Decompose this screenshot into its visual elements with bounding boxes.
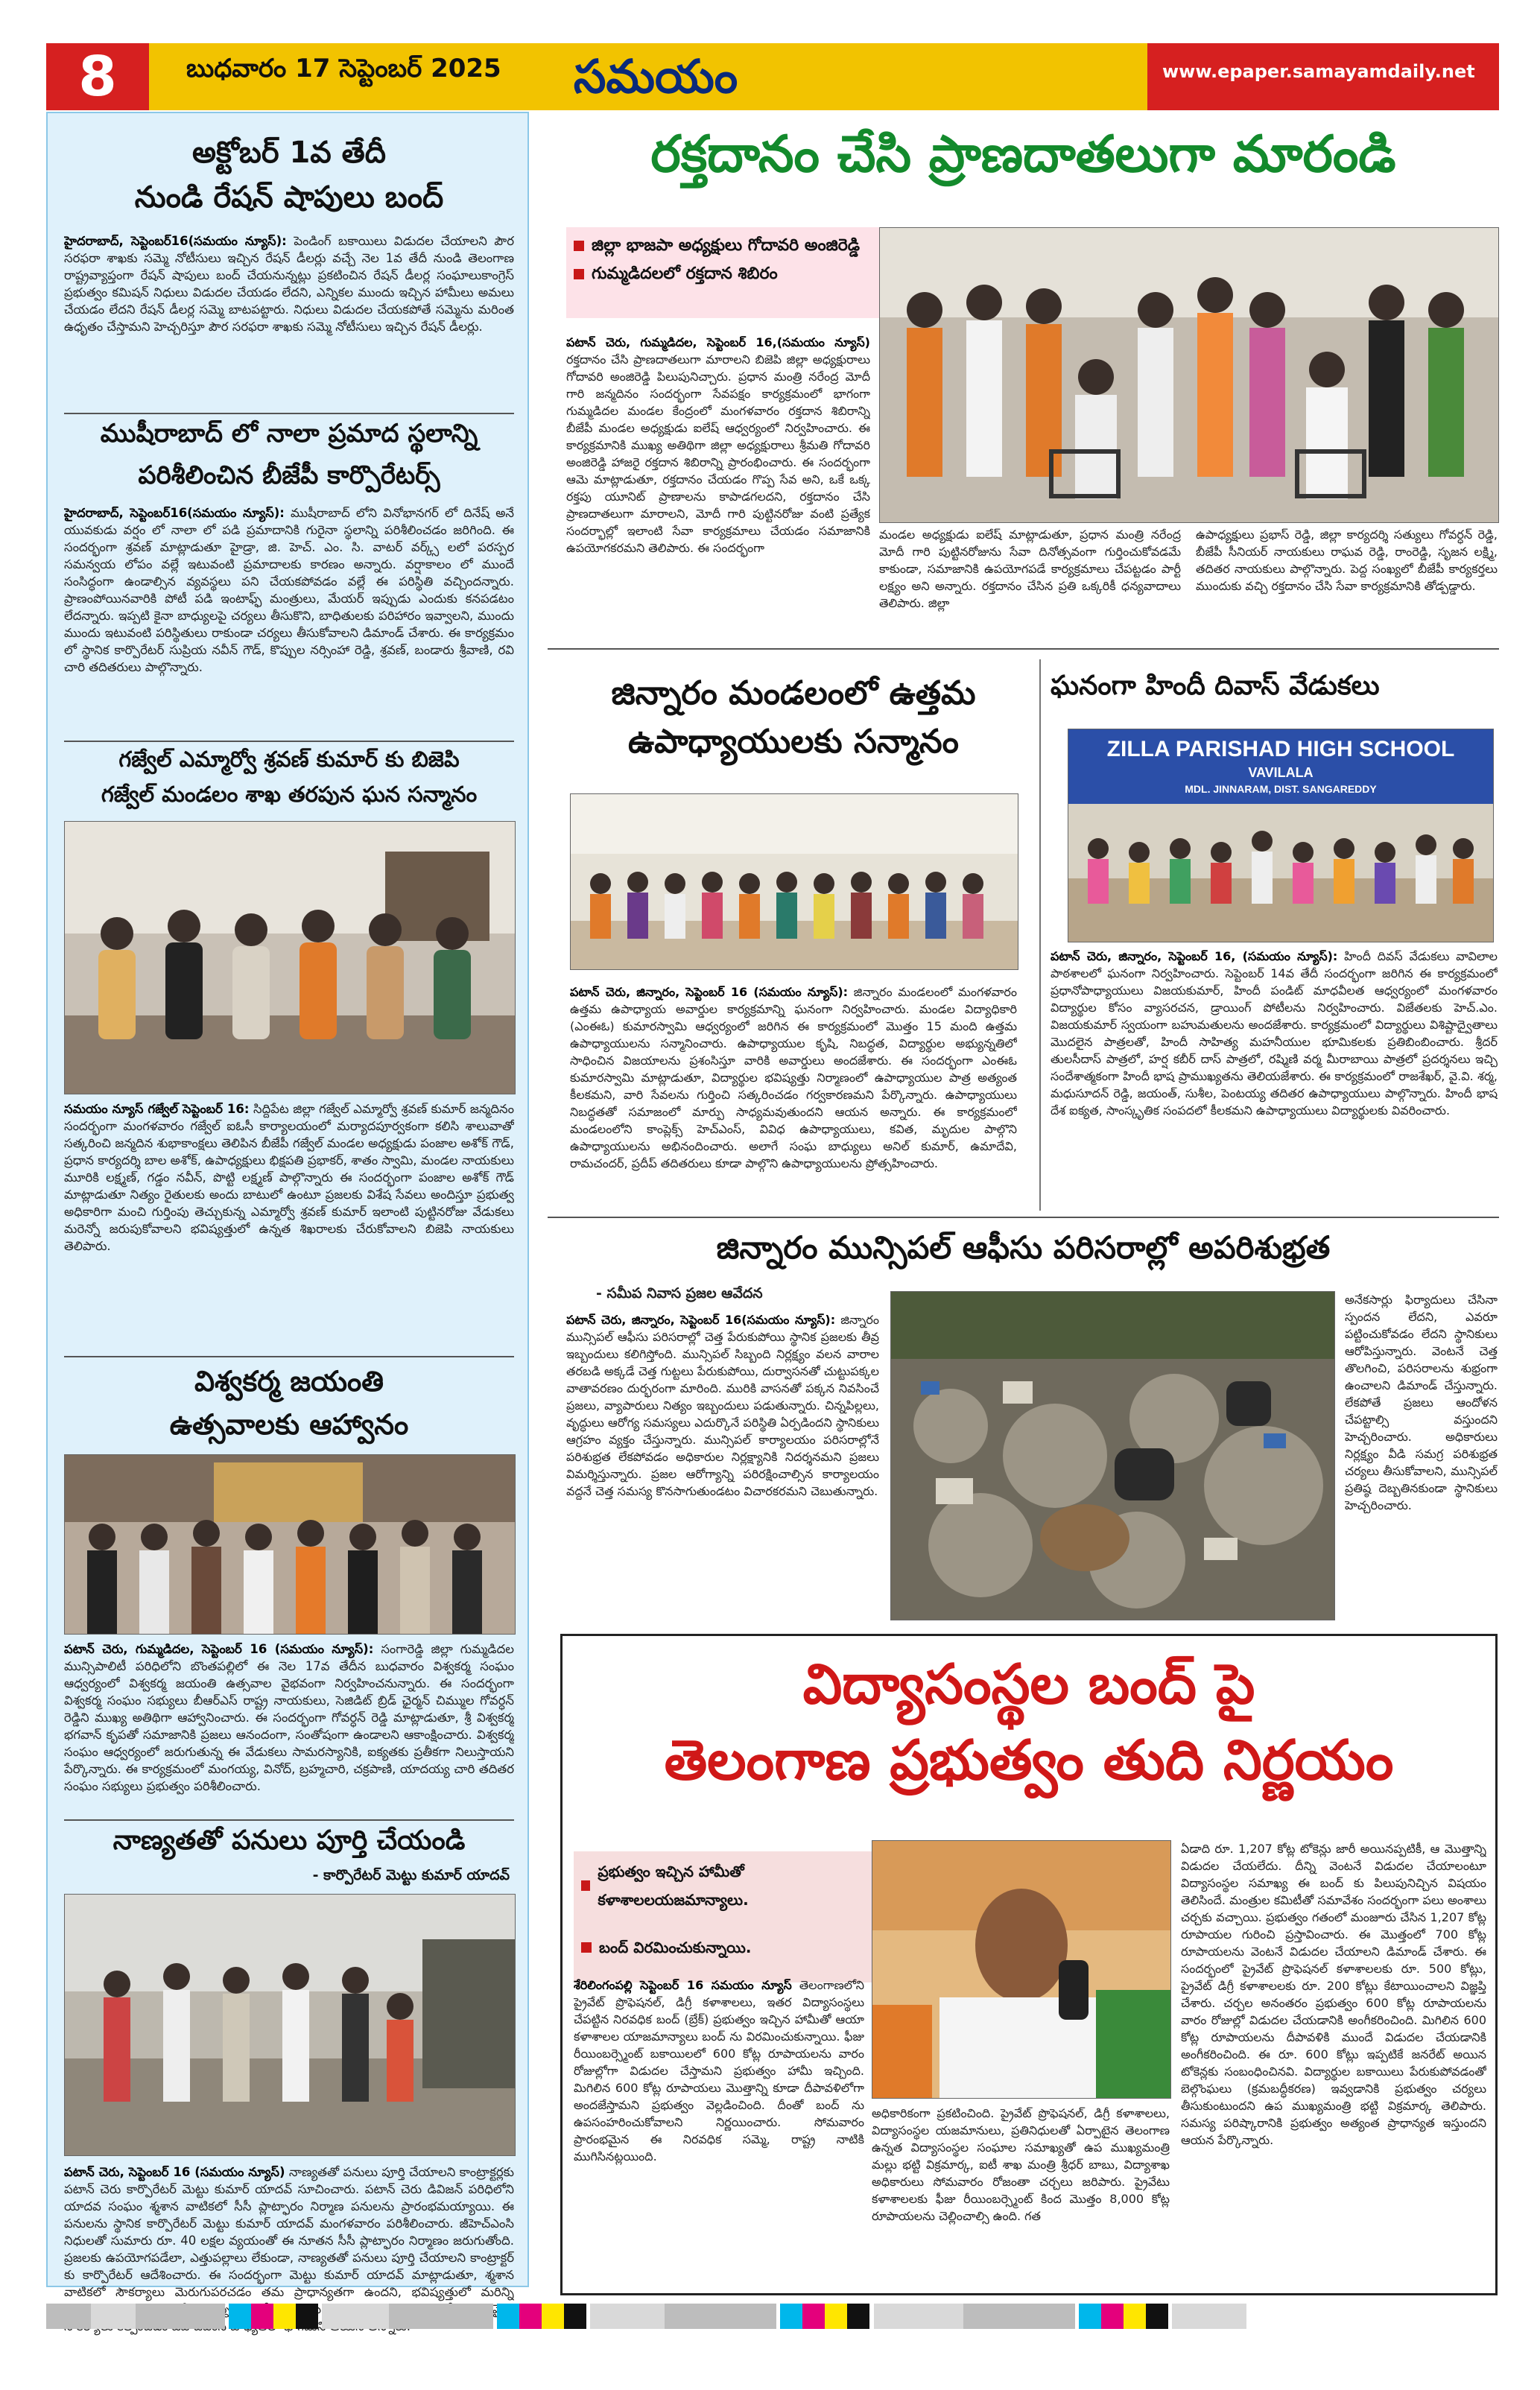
divider: [548, 1217, 1499, 1218]
school-banner-line2: VAVILALA: [1248, 765, 1314, 780]
vishwakarma-dateline: పటాన్ చెరు, గుమ్మడిదల, సెప్టెంబర్ 16 (సమయం న్యూస్):: [64, 1642, 374, 1656]
teachers-headline-2: ఉపాధ్యాయులకు సన్మానం: [628, 723, 959, 761]
edu-headline-2: తెలంగాణ ప్రభుత్వం తుది నిర్ణయం: [664, 1728, 1394, 1792]
teachers-photo: [570, 793, 1018, 970]
edu-headline-1: విద్యాసంస్థల బంద్ పై: [802, 1652, 1255, 1717]
lead-article-col3: ఉపాధ్యక్షులు ప్రభాస్ రెడ్డి, జిల్లా కార్యదర్శి సత్యులు గోవర్ధన్ రెడ్డి, బీజేపీ సీనియర్ నాయకులు రాఘవ రెడ్డి, రాంరెడ్డి, సృజన లక్ష్మి, తదితర నాయకులు పాల్గొన్నారు. పెద్ద సంఖ్యలో బీజేపీ కార్యకర్తలు ముందుకు వచ్చి రక్తదానం చేసి సేవా కార్యక్రమానికి తోడ్పడ్డారు.: [1196, 527, 1498, 593]
edu-dateline: శేరిలింగంపల్లి సెప్టెంబర్ 16 సమయం న్యూస్: [574, 1978, 792, 1992]
edu-body: తెలంగాణలోని ప్రైవేట్ ప్రొఫెషనల్, డిగ్రీ కళాశాలలు, ఇతర విద్యాసంస్థలు చేపట్టిన నిరవధిక బంద్ (బ్రేక్) ప్రభుత్వం ఇచ్చిన హామీతో ఆయా కళాశాలల యాజమాన్యాలు బంద్ ను విరమించుకున్నాయి. ఫీజు రీయింబర్స్మెంట్ బకాయిలలో 600 కోట్ల రూపాయలను వారం రోజుల్లోగా విడుదల చేస్తామని ప్రభుత్వం హామీ ఇచ్చింది. మిగిలిన 600 కోట్ల రూపాయలు మొత్తాన్ని కూడా దీపావళిలోగా అందజేస్తామని ప్రభుత్వం వెల్లడించింది. దీంతో బంద్ ను ఉపసంహరించుకోవాలని నిర్ణయించారు. సోమవారం ప్రారంభమైన ఈ నిరవధిక సమ్మె, రాష్ట్ర నాటికి ముగిసినట్లయింది.: [574, 1978, 864, 2164]
teachers-dateline: పటాన్ చెరు, జిన్నారం, సెప్టెంబర్ 16 (సమయం న్యూస్):: [570, 985, 849, 999]
garbage-article: [566, 1311, 879, 1617]
lead-article: [566, 334, 870, 638]
vishwakarma-photo: [64, 1454, 516, 1635]
divider: [64, 1819, 514, 1821]
gajwel-dateline: సమయం న్యూస్ గజ్వేల్ సెప్టెంబర్ 16:: [64, 1102, 250, 1116]
masthead: సమయం: [573, 49, 738, 104]
lead-bullet: గుమ్మడిదలలో రక్తదాన శిబిరం: [574, 260, 872, 288]
quality-headline: నాణ్యతతో పనులు పూర్తి చేయండి: [113, 1825, 466, 1856]
registration-bar: [46, 2304, 1499, 2329]
divider: [548, 648, 1499, 650]
lead-article-col2: మండల అధ్యక్షుడు ఐలేష్ మాట్లాడుతూ, ప్రధాన మంత్రి నరేంద్ర మోదీ గారి పుట్టినరోజును సేవా దినోత్సవంగా గుర్తించుకోవడమే కాకుండా, సమాజానికి ఉపయోగపడే కార్యక్రమాలు చేపట్టడం పార్టీ లక్ష్యం అని అన్నారు. రక్తదానం చేసిన ప్రతి ఒక్కరికీ ధన్యవాదాలు తెలిపారు. జిల్లా: [879, 527, 1181, 610]
teachers-article: [570, 983, 1017, 1207]
edu-bullet: బంద్ విరమించుకున్నాయి.: [581, 1933, 864, 1962]
ration-article: [64, 232, 514, 411]
garbage-body: జిన్నారం మున్సిపల్ ఆఫీసు పరిసరాల్లో చెత్త పేరుకుపోయి స్థానిక ప్రజలకు తీవ్ర ఇబ్బందులు కలిగిస్తోంది. మున్సిపల్ సిబ్బంది నిర్లక్ష్యం వలన వారాల తరబడి అక్కడే చెత్త గుట్టలు పేరుకుపోయి, దుర్వాసనతో చుట్టుపక్కల వాతావరణం దుర్భరంగా మారింది. మురికి వాసనతో పక్కన నివసించే ప్రజలు, వ్యాపారులు నిత్యం ఇబ్బందులు పడుతున్నారు. చిన్నపిల్లలు, వృద్ధులు ఆరోగ్య సమస్యలు ఎదుర్కొనే పరిస్థితి ఏర్పడిందని స్థానికులు ఆగ్రహం వ్యక్తం చేస్తున్నారు. మున్సిపల్ కార్యాలయం పరిసరాల్లోనే పరిశుభ్రత లేకపోవడం అధికారుల నిర్లక్ష్యానికి నిదర్శనమని ప్రజలు విమర్శిస్తున్నారు. ప్రజల ఆరోగ్యాన్ని పరిరక్షించాల్సిన కార్యాలయం వద్దనే చెత్త సమస్య కొనసాగుతుండటం విచారకరమని చెబుతున్నారు.: [566, 1313, 879, 1498]
ration-body: పెండింగ్ బకాయిలు విడుదల చేయాలని పౌర సరఫరా శాఖకు సమ్మె నోటీసులు ఇచ్చిన రేషన్ డీలర్లు వచ్చే నెల 1వ తేదీ నుండి తెలంగాణ రాష్ట్రవ్యాప్తంగా రేషన్ షాపులు బంద్ చేయనున్నట్లు ప్రకటించిన రేషన్ డీలర్ల సంఘాలుకాంగ్రెస్ ప్రభుత్వం కమిషన్ నిధులు విడుదల చేయడం లేదని, ఎన్నికల ముందు ఇచ్చిన హామీలు అమలు చేయడం లేదని రేషన్ డీలర్ల సమ్మె బాటపట్టారు. నిధులు విడుదల చేయకపోతే సమ్మెను మరింత ఉధృతం చేస్తామని హెచ్చరిస్తూ పౌర సరఫరా శాఖకు సమ్మె నోటీసులు ఇచ్చిన రేషన్ డీలర్లు.: [64, 234, 514, 334]
garbage-photo: [890, 1291, 1335, 1620]
divider: [64, 741, 514, 742]
teachers-body: జిన్నారం మండలంలో మంగళవారం ఉత్తమ ఉపాధ్యాయ అవార్డుల కార్యక్రమాన్ని ఘనంగా నిర్వహించారు. మండల విద్యాధికారి (ఎంఈఓ) కుమారస్వామి ఆధ్వర్యంలో జరిగిన ఈ కార్యక్రమంలో మొత్తం 15 మంది ఉత్తమ ఉపాధ్యాయులను సన్మానించారు. ఉపాధ్యాయుల కృషి, నిబద్ధత, విద్యార్థుల అభ్యున్నతిలో సాధించిన విజయాలను ప్రశంసిస్తూ వారికి అవార్డులు అందజేశారు. ఈ సందర్భంగా ఎంఈఓ కుమారస్వామి మాట్లాడుతూ, విద్యార్థుల భవిష్యత్తు నిర్మాణంలో ఉపాధ్యాయుల పాత్ర అత్యంత కీలకమని, వారి సేవలను గుర్తించి సత్కరించడం గర్వకారణమని పేర్కొన్నారు. ఉపాధ్యాయులు నిబద్ధతతో సమాజంలో మార్పు సాధ్యమవుతుందని ఆయన అన్నారు. ఈ కార్యక్రమంలో మండలంలోని కాంప్లెక్స్ హెచ్ఎంస్, వివిధ ఉపాధ్యాయులు, కవిత, మృదుల పాల్గొని ఉపాధ్యాయులను అభినందించారు. అలాగే సంఘ బాధ్యులు అనిల్ కుమార్, ఉమాదేవి, రామచందర్, ప్రదీప్ తదితరులు కూడా పాల్గొని ఉపాధ్యాయులను ప్రోత్సహించారు.: [570, 985, 1017, 1170]
quality-article: [64, 2164, 514, 2390]
left-column: [46, 112, 529, 2299]
garbage-byline: - సమీప నివాస ప్రజల ఆవేదన: [596, 1285, 763, 1302]
garbage-headline: జిన్నారం మున్సిపల్ ఆఫీసు పరిసరాల్లో అపరిశుభ్రత: [716, 1229, 1331, 1266]
gajwel-body: సిద్దిపేట జిల్లా గజ్వేల్ ఎమ్మార్వో శ్రవణ్ కుమార్ జన్మదినం సందర్భంగా మంగళవారం గజ్వేల్ ఐఓసీ కార్యాలయంలో మర్యాదపూర్వకంగా కలిసి శాలువాతో సత్కరించి జన్మదిన శుభాకాంక్షలు తెలిపిన బీజేపీ గజ్వేల్ మండల అధ్యక్షుడు పంజాల అశోక్ గౌడ్, ప్రధాన కార్యదర్శి బాల అశోక్, ఉపాధ్యక్షులు భిక్షపతి ప్రభాకర్, శాతం స్వామి, మండల నాయకులు మూరికి లక్ష్మణ్, గడ్డం నవీన్, పొట్టి లక్ష్మణ్ పాల్గొన్నారు ఈ సందర్భంగా పంజాల అశోక్ గౌడ్ మాట్లాడుతూ నిత్యం రైతులకు అందు బాటులో ఉంటూ ప్రజలకు విశేష సేవలు అందిస్తూ ప్రభుత్వ అధికారిగా మంచి గుర్తింపు తెచ్చుకున్న ఎమ్మార్వో శ్రవణ్ కుమార్ ఇలాంటి పుట్టినరోజు వేడుకలు మరెన్నో జరుపుకోవాలని భవిష్యత్తులో ఉన్నత శిఖరాలకు చేరుకోవాలని బిజెపి నాయకులు తెలిపారు.: [64, 1102, 514, 1253]
blood-camp-photo: [879, 227, 1499, 523]
quality-dateline: పటాన్ చెరు, సెప్టెంబర్ 16 (సమయం న్యూస్): [64, 2165, 285, 2179]
nala-headline-2: పరిశీలించిన బీజేపీ కార్పొరేటర్స్: [138, 460, 440, 490]
vishwakarma-article: [64, 1641, 514, 1816]
gajwel-article: [64, 1100, 514, 1351]
edu-bullet: ప్రభుత్వం ఇచ్చిన హామీతో కళాశాలలయజమాన్యాలు.: [581, 1857, 864, 1914]
gajwel-headline-1: గజ్వేల్ ఎమ్మార్వో శ్రవణ్ కుమార్ కు బిజెపి: [118, 747, 460, 772]
gajwel-photo: [64, 821, 516, 1094]
divider: [64, 413, 514, 414]
school-banner-line1: ZILLA PARISHAD HIGH SCHOOL: [1106, 737, 1455, 761]
nala-dateline: హైదరాబాద్, సెప్టెంబర్16(సమయం న్యూస్):: [64, 506, 285, 520]
nala-body: ముషీరాబాద్ లోని వినోభానగర్ లో దినేష్ అనే యువకుడు వర్షం లో నాలా లో పడి ప్రమాదానికి గురైనా స్థలాన్ని పరిశీలించడం జరిగింది. ఈ సందర్భంగా శ్రవణ్ మాట్లాడుతూ హైడ్రా, జి. హెచ్. ఎం. సి. వాటర్ వర్క్స్ లలో పరస్పర సమన్వయ లోపం వల్లే ఇటువంటి ప్రమాదాలకు కారణం అన్నారు. వర్షాకాలం లో ముందే సంసిద్ధంగా ఉండాల్సిన వ్యవస్థలు పని చేయకపోవడం వల్లే ఈ పరిస్థితి వచ్చిందన్నారు. ప్రాణంపోయినవారికి పోటీ పడి ఇంటాఫ్ఫ్ మంత్రులు, మేయర్ ఇప్పుడు ఎందుకు కనపడటం లేదన్నారు. ఇప్పటి కైనా బాధ్యులపై చర్యలు తీసుకొని, బాధితులకు పరిహారం ఇవ్వాలని, ముందు ముందు ఇటువంటి పరిస్థితులు రాకుండా చర్యలు తీసుకోవాలని డిమాండ్ చేశారు. ఈ కార్యక్రమం లో స్థానిక కార్పొరేటర్ సుప్రియ నవీన్ గౌడ్, కొప్పుల నర్సింహా రెడ్డి, శ్రవణ్, బండారు శ్రీవాణి, రవి చారి తదితరులు పాల్గొన్నారు.: [64, 506, 514, 674]
edu-article-col2: అధికారికంగా ప్రకటించింది. ప్రైవేట్ ప్రొఫెషనల్, డిగ్రీ కళాశాలలు, విద్యాసంస్థల యజమానులు, ప్రతినిధులతో ఏర్పాటైన తెలంగాణ ఉన్నత విద్యాసంస్థల సంఘాల సమాఖ్యతో ఉప ముఖ్యమంత్రి మల్లు భట్టి విక్రమార్క, ఐటీ శాఖ మంత్రి శ్రీధర్ బాబు, విద్యాశాఖ అధికారులు సోమవారం రోజంతా చర్చలు జరిపారు. ప్రైవేటు కళాశాలలకు ఫీజు రీయింబర్స్మెంట్ కింద మొత్తం 8,000 కోట్ల రూపాయలను చెల్లించాల్సి ఉంది. గత: [872, 2106, 1170, 2223]
divider: [64, 1356, 514, 1357]
ration-headline-1: అక్టోబర్ 1వ తేదీ: [191, 136, 387, 170]
hindi-headline: ఘనంగా హిందీ దివాస్ వేడుకలు: [1051, 671, 1380, 701]
lead-body: రక్తదానం చేసి ప్రాణదాతలుగా మారాలని బిజెపి జిల్లా అధ్యక్షురాలు గోదావరి అంజిరెడ్డి పిలుపునిచ్చారు. ప్రధాన మంత్రి నరేంద్ర మోదీ గారి జన్మదినం సందర్భంగా సేవపక్షం కార్యక్రమంలో భాగంగా గుమ్మడిదల మండల కేంద్రంలో మంగళవారం రక్తదాన శిబిరాన్ని బీజేపీ మండల అధ్యక్షుడు ఐలేష్ ఆధ్వర్యంలో నిర్వహించారు. ఈ కార్యక్రమానికి ముఖ్య అతిథిగా జిల్లా అధ్యక్షురాలు శ్రీమతి గోదావరి అంజిరెడ్డి హాజరై రక్తదాన శిబిరాన్ని ప్రారంభించారు. ఈ సందర్భంగా ఆమె మాట్లాడుతూ, రక్తదానం చేయడం గొప్ప సేవ అని, ఒకే ఒక్క రక్తపు యూనిట్ ప్రాణాలను కాపాడగలదని, రక్తదానం చేసి ప్రాణదాతలుగా మారాలని, మోదీ గారి పుట్టినరోజు వంటి ప్రత్యేక సందర్భాల్లో ఇలాంటి సేవా కార్యక్రమాలు చేయడం సమాజానికి ఉపయోగకరమని తెలిపారు. ఈ సందర్భంగా: [566, 352, 870, 555]
cm-photo: [872, 1840, 1171, 2099]
quality-body: నాణ్యతతో పనులు పూర్తి చేయాలని కాంట్రాక్టర్లకు పటాన్ చెరు కార్పొరేటర్ మెట్టు కుమార్ యాదవ్ సూచించారు. పటాన్ చెరు డివిజన్ పరిధిలోని యాదవ సంఘం శ్మశాన వాటికలో సీసీ ప్లాట్ఫారం నిర్మాణ పనులను ప్రారంభమయ్యాయి. ఈ పనులను స్థానిక కార్పొరేటర్ మెట్టు కుమార్ యాదవ్ మంగళవారం పరిశీలించారు. జీహెచ్ఎంసి నిధులతో సుమారు రూ. 40 లక్షల వ్యయంతో ఈ నూతన సీసీ ప్లాట్ఫారం నిర్మాణం జరుగుతోంది. ప్రజలకు ఉపయోగపడేలా, ఎత్తుపల్లాలు లేకుండా, నాణ్యతతో పనులు పూర్తి చేయాలని కాంట్రాక్టర్ కు కార్పొరేటర్ ఆదేశించారు. ఈ సందర్భంగా మెట్టు కుమార్ యాదవ్ మాట్లాడుతూ, శ్మశాన వాటికలో సౌకర్యాలు మెరుగుపరచడం తమ ప్రాధాన్యతగా ఉందని, భవిష్యత్తులో మరిన్ని: [64, 2165, 514, 2299]
nala-headline-1: ముషీరాబాద్ లో నాలా ప్రమాద స్థలాన్ని: [100, 419, 478, 448]
hindi-divas-photo: [1068, 729, 1494, 942]
construction-photo: [64, 1894, 516, 2156]
school-banner-line3: MDL. JINNARAM, DIST. SANGAREDDY: [1185, 783, 1377, 795]
garbage-dateline: పటాన్ చెరు, జిన్నారం, సెప్టెంబర్ 16(సమయం న్యూస్):: [566, 1313, 836, 1327]
vishwakarma-body: సంగారెడ్డి జిల్లా గుమ్మడిదల మున్సిపాలిటీ పరిధిలోని బొంతపల్లిలో ఈ నెల 17వ తేదీన బుధవారం విశ్వకర్మ సంఘం ఆధ్వర్యంలో విశ్వకర్మ జయంతి ఉత్సవాల వైభవంగా నిర్వహించనున్నారు. ఈ సందర్భంగా విశ్వకర్మ సంఘం సభ్యులు బీఆర్ఎస్ రాష్ట్ర నాయకులు, సెజిడిట్ బ్రిడ్ ఛైర్మన్ చిమ్ముల గోవర్ధన్ రెడ్డిని ముఖ్య అతిథిగా ఆహ్వానించారు. ఈ సందర్భంగా గోవర్ధన్ రెడ్డి మాట్లాడుతూ, శ్రీ విశ్వకర్మ భగవాన్ కృపతో సమాజానికి ప్రజలు ఆనందంగా, సంతోషంగా ఉండాలని ఆకాంక్షించారు. విశ్వకర్మ సంఘం ఆధ్వర్యంలో జరుగుతున్న ఈ వేడుకలు సామరస్యానికి, ఐక్యతకు ప్రతీకగా నిలుస్తాయని పేర్కొన్నారు. ఈ కార్యక్రమంలో మంగయ్య, వినోద్, బ్రహ్మచారి, చక్రపాణి, యాదయ్య చారి తదితర సంఘం సభ్యులు ప్రభుత్వం పరిశీలించారు.: [64, 1642, 514, 1793]
lead-bullet: జిల్లా భాజపా అధ్యక్షులు గోదావరి అంజిరెడ్డి: [574, 232, 872, 260]
vishwakarma-headline-2: ఉత్సవాలకు ఆహ్వానం: [169, 1408, 409, 1441]
nala-article: [64, 504, 514, 737]
teachers-headline-1: జిన్నారం మండలంలో ఉత్తమ: [611, 674, 976, 712]
page-number: 8: [46, 43, 149, 110]
column-rule: [1039, 659, 1041, 1211]
hindi-dateline: పటాన్ చెరు, జిన్నారం, సెప్టెంబర్ 16, (సమయం న్యూస్):: [1051, 949, 1338, 963]
edu-article: [574, 1977, 864, 2273]
quality-byline: - కార్పొరేటర్ మెట్టు కుమార్ యాదవ్: [312, 1867, 510, 1883]
ration-dateline: హైదరాబాద్, సెప్టెంబర్16(సమయం న్యూస్):: [64, 234, 287, 248]
hindi-article: [1051, 948, 1498, 1207]
lead-dateline: పటాన్ చెరు, గుమ్మడిదల, సెప్టెంబర్ 16,(సమయం న్యూస్): [566, 335, 870, 349]
vishwakarma-headline-1: విశ్వకర్మ జయంతి: [194, 1365, 384, 1398]
issue-date: బుధవారం 17 సెప్టెంబర్ 2025: [186, 54, 501, 83]
ration-headline-2: నుండి రేషన్ షాపులు బంద్: [134, 180, 444, 215]
epaper-url[interactable]: www.epaper.samayamdaily.net: [1162, 61, 1475, 82]
hindi-body: హిందీ దివస్ వేడుకలు వావిలాల పాఠశాలలో ఘనంగా నిర్వహించారు. సెప్టెంబర్ 14వ తేదీ సందర్భంగా జరిగిన ఈ కార్యక్రమంలో ప్రధానోపాధ్యాయులు విజయకుమార్, హిందీ పండిట్ మాధవీలత ఆధ్వర్యంలో మంగళవారం విద్యార్థుల కోసం వ్యాసరచన, డ్రాయింగ్ పోటీలను నిర్వహించారు. విజేతలకు హెచ్.ఎం. విజయకుమార్ స్వయంగా బహుమతులను అందజేశారు. కార్యక్రమంలో విద్యార్థులు విశిష్టాద్వైతాలు మొదలైన పాత్రలతో, హిందీ సాహిత్య మహనీయుల భూమికలకు ప్రతిబింబించారు. శ్రీదర్ తులసీదాస్ పాత్రలో, హర్ష కబీర్ దాస్ పాత్రలో, రష్మిణి వర్మ మీరాబాయి పాత్రలో ప్రదర్శనలు ఇచ్చి సందేశాత్మకంగా హిందీ భాష ప్రాముఖ్యతను తెలియజేశారు. ఈ కార్యక్రమంలో రాజశేఖర్, వై.వి. శర్మ, మధుసూదన్ రెడ్డి, జయంత్, సుశీల, పెంటయ్య తదితర ఉపాధ్యాయులు పాల్గొన్నారు. హిందీ భాష దేశ ఐక్యత, సాంస్కృతిక సంపదలో కీలకమని ఉపాధ్యాయులు విద్యార్థులకు వివరించారు.: [1051, 949, 1498, 1118]
edu-bullets: [574, 1851, 872, 1982]
lead-headline: రక్తదానం చేసి ప్రాణదాతలుగా మారండి: [650, 125, 1396, 184]
lead-bullets: [566, 227, 879, 318]
edu-article-col3: ఏడాది రూ. 1,207 కోట్ల టోకెన్లు జారీ అయినప్పటికీ, ఆ మొత్తాన్ని విడుదల చేయలేదు. దీన్ని వెంటనే విడుదల చేయాలంటూ విద్యాసంస్థల సమాఖ్య ఈ బంద్ కు పిలుపునిచ్చిన విషయం తెలిసిందే. మంత్రుల కమిటీతో సమావేశం సందర్భంగా పలు అంశాలు చర్చకు వచ్చాయి. ప్రభుత్వం గతంలో మంజూరు చేసిన 1,207 కోట్ల రూపాయల గురించి ప్రస్తావించారు. ఈ మొత్తంలో 700 కోట్ల రూపాయలను వెంటనే విడుదల చేయాలని డిమాండ్ చేశారు. ఈ సందర్భంలో ప్రైవేట్ ప్రొఫెషనల్ కళాశాలలకు రూ. 500 కోట్లు, ప్రైవేట్ డిగ్రీ కళాశాలలకు రూ. 200 కోట్లు కేటాయించాలని విజ్ఞప్తి చేశారు. చర్చల అనంతరం ప్రభుత్వం 600 కోట్ల రూపాయలను వారం రోజుల్లో విడుదల చేయడానికి అంగీకరించింది. మిగిలిన 600 కోట్ల రూపాయలను దీపావళికి ముందే విడుదల చేయడానికి అంగీకరించింది. ఈ రూ. 600 కోట్లు ఇప్పటికే జనరేట్ అయిన టోకెన్లకు సంబంధించినవి. విద్యార్థుల బకాయిలు పేరుకుపోవడంతో బెల్గొంఘలు (క్రమబద్ధీకరణ) ఇవ్వడానికి ప్రభుత్వం చర్యలు తీసుకుంటుందని ఉప ముఖ్యమంత్రి భట్టి విక్రమార్క తెలిపారు. సమస్య పరిష్కారానికి ప్రభుత్వం అత్యంత ప్రాధాన్యత ఇస్తుందని ఆయన పేర్కొన్నారు.: [1181, 1842, 1486, 2147]
gajwel-headline-2: గజ్వేల్ మండలం శాఖ తరపున ఘన సన్మానం: [101, 782, 478, 807]
garbage-article-col2: అనేకసార్లు ఫిర్యాదులు చేసినా స్పందన లేదని, ఎవరూ పట్టించుకోవడం లేదని స్థానికులు ఆరోపిస్తున్నారు. వెంటనే చెత్త తొలగించి, పరిసరాలను శుభ్రంగా ఉంచాలని డిమాండ్ చేస్తున్నారు. లేకపోతే ప్రజలు ఆందోళన చేపట్టాల్సి వస్తుందని హెచ్చరించారు. అధికారులు నిర్లక్ష్యం వీడి సమగ్ర పరిశుభ్రత చర్యలు తీసుకోవాలని, మున్సిపల్ ప్రతిష్ఠ దెబ్బతినకుండా స్థానికులు హెచ్చరించారు.: [1345, 1293, 1498, 1512]
